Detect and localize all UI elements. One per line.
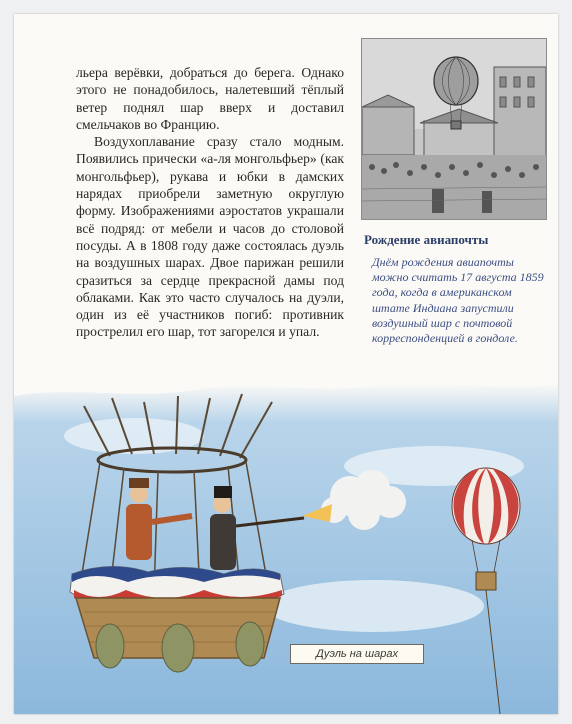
illustration-caption: Дуэль на шарах <box>290 644 424 664</box>
balloon-duel-illustration <box>14 376 558 714</box>
article-paragraph: Воздухоплавание сразу стало модным. Появились прически «а-ля монгольфьер» (как монгольфьер), рукава и юбки в дамских нарядах приобрели заметную округлую форму. Изображениями аэростатов украшали всё подряд: от мебели и часов до столовой посуды. А в 1808 году даже состоялась дуэль на воздушных шарах. Двое парижан решили сразиться за сердце прекрасной дамы под облаками. Как это часто случалось на дуэли, один из её участников погиб: противник прострелил его шар, тот загорелся и упал. <box>76 134 344 340</box>
article-text <box>76 64 344 341</box>
article-paragraph: льера верёвки, добраться до берега. Однако этого не понадобилось, налетевший тёплый ветер поднял шар вверх и доставил смельчаков во Францию. <box>76 65 344 132</box>
engraving-balloon-launch-image <box>361 38 547 220</box>
sidebar-title: Рождение авиапочты <box>364 232 489 247</box>
book-page <box>14 14 558 714</box>
sidebar-text: Днём рождения авиапочты можно считать 17 августа 1859 года, когда в американском штате Индиана запустили воздушный шар с почтовой корреспонденцией в гондоле. <box>372 255 544 346</box>
